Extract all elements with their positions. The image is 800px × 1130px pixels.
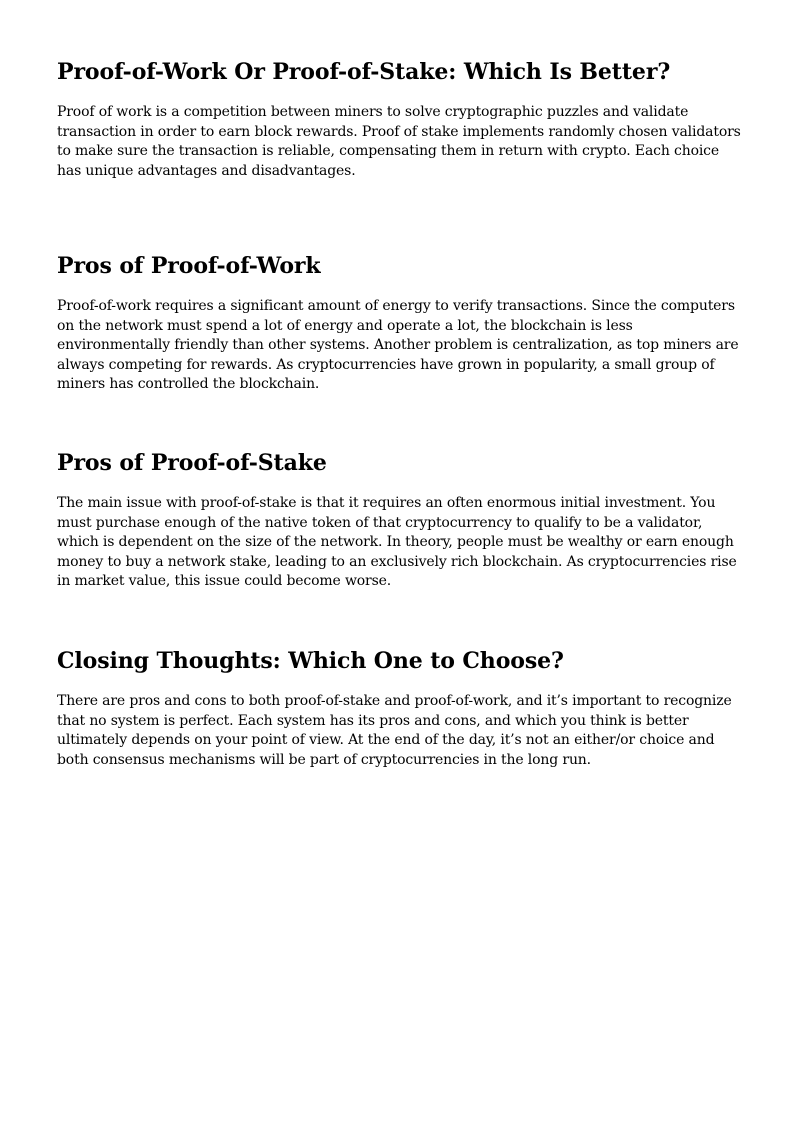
section-heading: Closing Thoughts: Which One to Choose? [57, 648, 564, 674]
section-intro [57, 58, 747, 181]
section-heading: Proof-of-Work Or Proof-of-Stake: Which Is Better? [57, 59, 671, 85]
section-paragraph: The main issue with proof-of-stake is that it requires an often enormous initial investment. You must purchase enough of the native token of that cryptocurrency to qualify to be a validator, which is dependent on the size of the network. In theory, people must be wealthy or earn enough money to buy a network stake, leading to an exclusively rich blockchain. As cryptocurrencies rise in market value, this issue could become worse. [57, 495, 737, 590]
section-heading: Pros of Proof-of-Stake [57, 450, 327, 476]
section-paragraph: Proof of work is a competition between miners to solve cryptographic puzzles and validate transaction in order to earn block rewards. Proof of stake implements randomly chosen validators to make sure the transaction is reliable, compensating them in return with crypto. Each choice has unique advantages and disadvantages. [57, 104, 741, 179]
section-paragraph: Proof-of-work requires a significant amount of energy to verify transactions. Since the computers on the network must spend a lot of energy and operate a lot, the blockchain is less environmentally friendly than other systems. Another problem is centralization, as top miners are always competing for rewards. As cryptocurrencies have grown in popularity, a small group of miners has controlled the blockchain. [57, 298, 739, 393]
section-paragraph: There are pros and cons to both proof-of-stake and proof-of-work, and it’s important to recognize that no system is perfect. Each system has its pros and cons, and which you think is better ultimately depends on your point of view. At the end of the day, it’s not an either/or choice and both consensus mechanisms will be part of cryptocurrencies in the long run. [57, 693, 732, 768]
section-pros-proof-of-stake [57, 449, 747, 592]
section-pros-proof-of-work [57, 252, 747, 395]
section-closing-thoughts [57, 647, 747, 770]
section-heading: Pros of Proof-of-Work [57, 253, 321, 279]
